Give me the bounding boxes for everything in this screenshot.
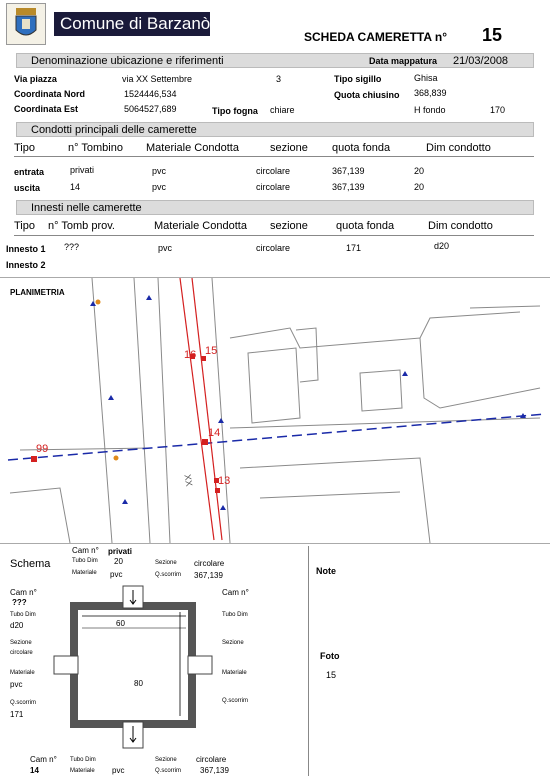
quota-chiusino-value: 368,839 <box>414 88 447 98</box>
foto-value: 15 <box>326 670 337 680</box>
foto-label: Foto <box>320 651 340 661</box>
cell-quota: 171 <box>346 243 362 253</box>
manhole-label-15: 15 <box>205 345 218 357</box>
right-materiale-label: Materiale <box>222 670 247 676</box>
top-qsc-value: 367,139 <box>194 571 223 580</box>
note-label: Note <box>316 566 336 576</box>
manhole-schema-drawing <box>52 584 222 754</box>
section-header-condotti <box>16 122 534 137</box>
schema-divider <box>308 546 309 776</box>
cell-tomb-prov: ??? <box>64 242 80 252</box>
th-dim: Dim condotto <box>426 142 491 154</box>
scheda-number: 15 <box>482 25 503 45</box>
data-mappatura-value: 21/03/2008 <box>453 55 509 67</box>
cell-materiale: pvc <box>152 182 167 192</box>
left-qsc-value: 171 <box>10 710 24 719</box>
section-title: Condotti principali delle camerette <box>31 124 197 136</box>
divider <box>14 156 534 157</box>
planimetria-drawing <box>0 278 550 543</box>
coordinata-est-label: Coordinata Est <box>14 104 79 114</box>
h-fondo-value: 170 <box>490 105 506 115</box>
coordinata-nord-label: Coordinata Nord <box>14 89 85 99</box>
data-mappatura-label: Data mappatura <box>369 56 438 66</box>
bottom-sezione-value: circolare <box>196 755 227 764</box>
divider <box>14 235 534 236</box>
cell-dim: 20 <box>414 166 425 176</box>
quota-chiusino-label: Quota chiusino <box>334 90 400 100</box>
left-materiale-value: pvc <box>10 680 23 689</box>
bottom-cam-value: 14 <box>30 766 39 775</box>
th-tipo: Tipo <box>14 142 35 154</box>
right-cam-label: Cam n° <box>222 588 249 597</box>
schema-title: Schema <box>10 558 51 570</box>
cell-quota: 367,139 <box>332 182 365 192</box>
top-materiale-label: Materiale <box>72 570 97 576</box>
manhole-label-99: 99 <box>36 443 49 455</box>
th-materiale: Materiale Condotta <box>154 220 247 232</box>
civico-value: 3 <box>276 74 282 84</box>
th-quota: quota fonda <box>332 142 391 154</box>
via-label: Via piazza <box>14 74 57 84</box>
th-tomb-prov: n° Tomb prov. <box>48 220 115 232</box>
section-header-innesti <box>16 200 534 215</box>
right-qsc-label: Q.scorrim <box>222 698 248 704</box>
bottom-qsc-label: Q.scorrim <box>155 768 181 774</box>
left-sezione-value: circolare <box>10 650 33 656</box>
section-title: Denominazione ubicazione e riferimenti <box>31 55 224 67</box>
cell-sezione: circolare <box>256 182 291 192</box>
cell-materiale: pvc <box>152 166 167 176</box>
cell-sezione: circolare <box>256 243 291 253</box>
left-qsc-label: Q.scorrim <box>10 700 36 706</box>
street-label: XX <box>182 473 195 488</box>
cell-tipo: uscita <box>14 183 41 193</box>
tipo-fogna-value: chiare <box>270 105 295 115</box>
manhole-label-13: 13 <box>218 475 231 487</box>
dim-center: 80 <box>134 679 143 688</box>
bottom-sezione-label: Sezione <box>155 757 177 763</box>
coordinata-est-value: 5064527,689 <box>124 104 177 114</box>
left-materiale-label: Materiale <box>10 670 35 676</box>
cell-tombino: 14 <box>70 182 81 192</box>
dim-top: 60 <box>116 619 125 628</box>
th-quota: quota fonda <box>336 220 395 232</box>
left-cam-label: Cam n° <box>10 588 37 597</box>
bottom-materiale-label: Materiale <box>70 768 95 774</box>
tipo-sigillo-value: Ghisa <box>414 73 438 83</box>
manhole-label-14: 14 <box>208 427 221 439</box>
scheda-label: SCHEDA CAMERETTA n° <box>304 30 448 44</box>
cell-quota: 367,139 <box>332 166 365 176</box>
bottom-tubo-label: Tubo Dim <box>70 757 96 763</box>
top-sezione-value: circolare <box>194 559 225 568</box>
th-tipo: Tipo <box>14 220 35 232</box>
right-sezione-label: Sezione <box>222 640 244 646</box>
cell-tipo: Innesto 2 <box>6 260 46 270</box>
bottom-qsc-value: 367,139 <box>200 766 229 775</box>
left-tubo-value: d20 <box>10 621 24 630</box>
coordinata-nord-value: 1524446,534 <box>124 89 177 99</box>
cell-dim: d20 <box>434 241 450 251</box>
planimetria-map <box>0 277 550 544</box>
cell-dim: 20 <box>414 182 425 192</box>
via-value: via XX Settembre <box>122 74 193 84</box>
th-sezione: sezione <box>270 220 308 232</box>
planimetria-title: PLANIMETRIA <box>10 288 65 297</box>
cell-materiale: pvc <box>158 243 173 253</box>
cell-tipo: entrata <box>14 167 45 177</box>
section-header-denominazione <box>16 53 534 68</box>
th-dim: Dim condotto <box>428 220 493 232</box>
top-sezione-label: Sezione <box>155 560 177 566</box>
comune-crest-logo <box>6 3 46 45</box>
manhole-label-16: 16 <box>184 349 197 361</box>
th-sezione: sezione <box>270 142 308 154</box>
th-materiale: Materiale Condotta <box>146 142 239 154</box>
tipo-fogna-label: Tipo fogna <box>212 106 258 116</box>
top-materiale-value: pvc <box>110 570 123 579</box>
tipo-sigillo-label: Tipo sigillo <box>334 74 382 84</box>
right-tubo-label: Tubo Dim <box>222 612 248 618</box>
th-tombino: n° Tombino <box>68 142 123 154</box>
top-qsc-label: Q.scorrim <box>155 572 181 578</box>
comune-title: Comune di Barzanò <box>54 12 210 36</box>
top-cam-label: Cam n° <box>72 546 99 555</box>
cell-tipo: Innesto 1 <box>6 244 46 254</box>
top-cam-value: privati <box>108 547 133 556</box>
bottom-cam-label: Cam n° <box>30 755 57 764</box>
cell-tombino: privati <box>70 165 95 175</box>
bottom-materiale-value: pvc <box>112 766 125 775</box>
top-tubo-label: Tubo Dim <box>72 558 98 564</box>
top-tubo-value: 20 <box>114 557 123 566</box>
left-tubo-label: Tubo Dim <box>10 612 36 618</box>
h-fondo-label: H fondo <box>414 105 446 115</box>
cell-sezione: circolare <box>256 166 291 176</box>
left-cam-value: ??? <box>12 598 27 607</box>
left-sezione-label: Sezione <box>10 640 32 646</box>
section-title: Innesti nelle camerette <box>31 202 142 214</box>
